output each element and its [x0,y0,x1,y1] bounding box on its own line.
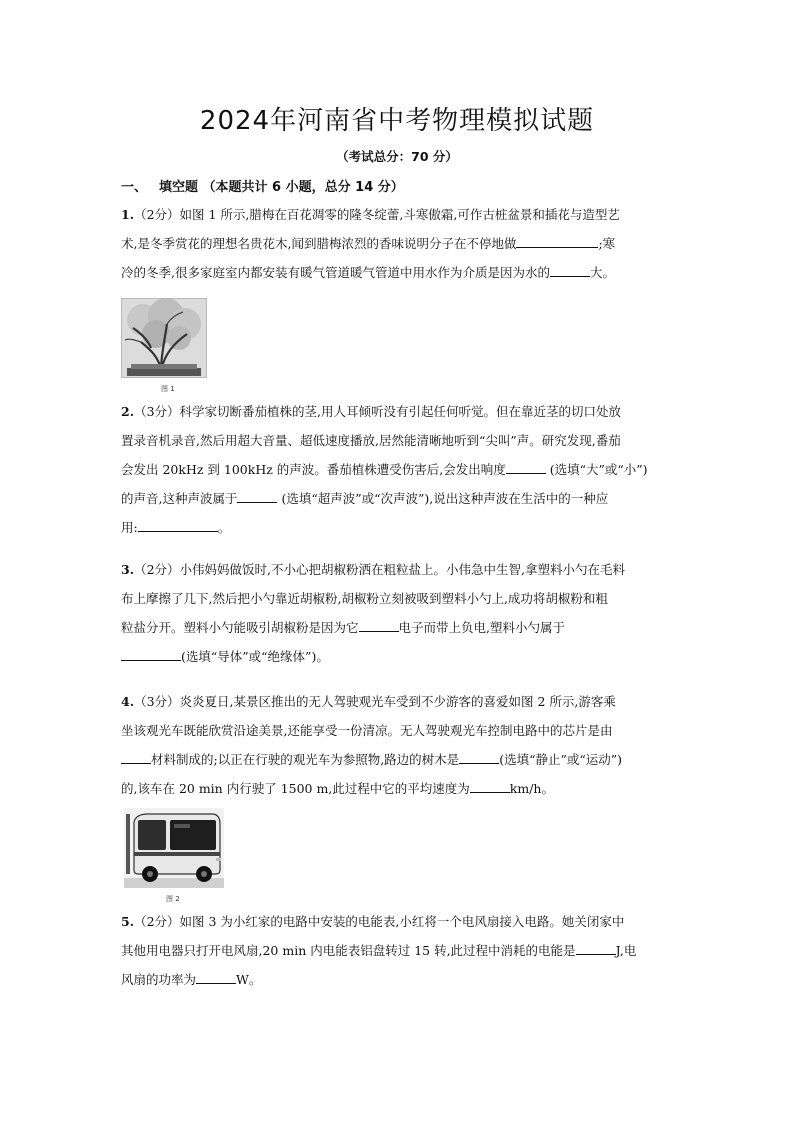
question-number: 1. [121,207,135,222]
question-number: 2. [121,404,135,419]
question-text: （2分）小伟妈妈做饭时,不小心把胡椒粉洒在粗粒盐上。小伟急中生智,拿塑料小勺在毛料 [134,562,625,577]
figure-2-sightseeing-bus [124,808,224,903]
question-text: 。 [217,520,231,535]
question-text: 坐该观光车既能欣赏沿途美景,还能享受一份清凉。无人驾驶观光车控制电路中的芯片是由 [121,723,613,738]
question-1 [121,200,681,287]
plum-blossom-image [121,298,207,378]
answer-blank[interactable] [576,941,616,955]
answer-blank[interactable] [470,779,510,793]
question-text: 置录音机录音,然后用超大音量、超低速度播放,居然能清晰地听到“尖叫”声。研究发现,番茄 [121,433,621,448]
question-text: W。 [236,972,262,987]
answer-blank[interactable] [121,647,181,661]
question-text: (选填“静止”或“运动”) [499,752,623,767]
question-number: 5. [121,914,135,929]
question-text: 术,是冬季赏花的理想名贵花木,闻到腊梅浓烈的香味说明分子在不停地做 [121,236,517,251]
question-number: 4. [121,694,135,709]
answer-blank[interactable] [550,263,590,277]
answer-blank[interactable] [459,750,499,764]
answer-blank[interactable] [121,750,151,764]
page-title: 2024年河南省中考物理模拟试题 [199,106,595,136]
question-text: 电子而带上负电,塑料小勺属于 [398,620,565,635]
question-text: km/h。 [509,781,554,796]
answer-blank[interactable] [138,518,218,532]
question-text: 冷的冬季,很多家庭室内都安装有暖气管道暖气管道中用水作为介质是因为水的 [121,265,550,280]
question-text: 的声音,这种声波属于 [121,491,238,506]
question-text: ;寒 [598,236,616,251]
question-3 [121,555,681,671]
question-text: （3分）科学家切断番茄植株的茎,用人耳倾听没有引起任何听觉。但在靠近茎的切口处放 [134,404,621,419]
sightseeing-bus-image [124,808,224,888]
question-text: （2分）如图 3 为小红家的电路中安装的电能表,小红将一个电风扇接入电路。她关闭家中 [134,914,625,929]
question-2 [121,397,681,542]
question-text: 会发出 20kHz 到 100kHz 的声波。番茄植株遭受伤害后,会发出响度 [121,462,506,477]
question-text: 材料制成的;以正在行驶的观光车为参照物,路边的树木是 [151,752,460,767]
question-text: 用: [121,520,138,535]
question-4 [121,687,681,803]
section-title: 填空题 （本题共计 6 小题，总分 14 分） [159,180,404,195]
figure-caption: 图 1 [161,385,175,393]
section-number: 一、 [121,180,148,195]
answer-blank[interactable] [237,489,277,503]
question-5 [121,907,681,994]
question-number: 3. [121,562,135,577]
exam-total-score: （考试总分：70 分） [336,149,458,164]
question-text: 大。 [589,265,615,280]
question-text: 布上摩擦了几下,然后把小勺靠近胡椒粉,胡椒粉立刻被吸到塑料小勺上,成功将胡椒粉和粗 [121,591,608,606]
question-text: 粒盐分开。塑料小勺能吸引胡椒粉是因为它 [121,620,359,635]
question-text: 的,该车在 20 min 内行驶了 1500 m,此过程中它的平均速度为 [121,781,470,796]
question-text: (选填“大”或“小”) [545,462,648,477]
section-heading [121,176,404,195]
question-text: 风扇的功率为 [121,972,197,987]
answer-blank[interactable] [359,618,399,632]
question-text: (选填“导体”或“绝缘体”)。 [181,649,329,664]
figure-1-plum-blossom [121,298,207,393]
answer-blank[interactable] [506,460,546,474]
question-text: 其他用电器只打开电风扇,20 min 内电能表铝盘转过 15 转,此过程中消耗的电能是 [121,943,576,958]
figure-caption: 图 2 [166,895,180,903]
question-text: J,电 [615,943,637,958]
question-text: (选填“超声波”或“次声波”),说出这种声波在生活中的一种应 [277,491,609,506]
question-text: （2分）如图 1 所示,腊梅在百花凋零的隆冬绽蕾,斗寒傲霜,可作古桩盆景和插花与造型艺 [134,207,620,222]
question-text: （3分）炎炎夏日,某景区推出的无人驾驶观光车受到不少游客的喜爱如图 2 所示,游客乘 [134,694,616,709]
answer-blank[interactable] [516,234,598,248]
answer-blank[interactable] [196,970,236,984]
